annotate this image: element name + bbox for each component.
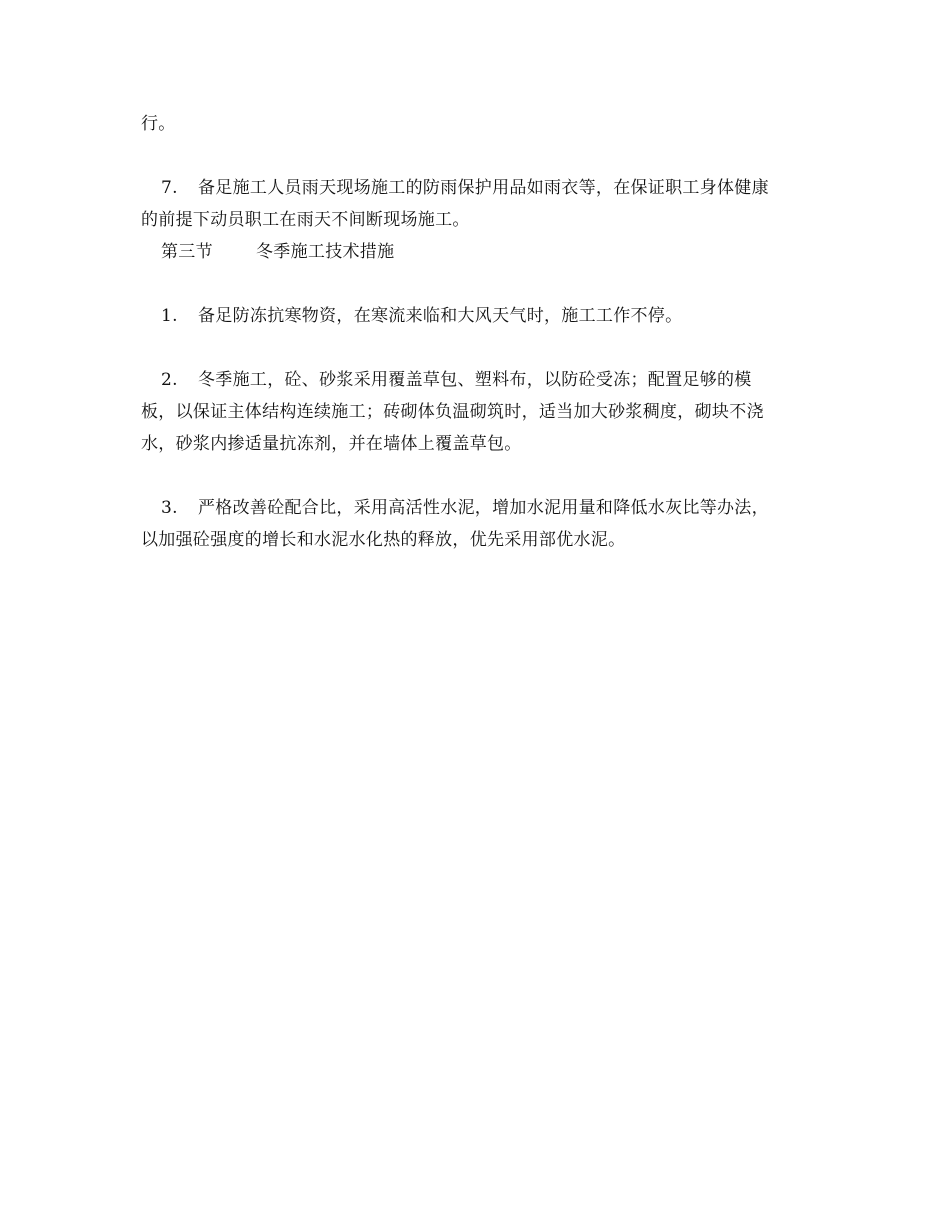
list-text: 备足防冻抗寒物资，在寒流来临和大风天气时，施工工作不停。	[198, 306, 683, 326]
list-number: 7.	[161, 178, 178, 198]
list-number: 3.	[161, 498, 178, 518]
paragraph-continuation	[141, 108, 811, 140]
list-text: 冬季施工，砼、砂浆采用覆盖草包、塑料布，以防砼受冻；配置足够的模	[198, 370, 752, 390]
list-text: 严格改善砼配合比，采用高活性水泥，增加水泥用量和降低水灰比等办法，	[198, 498, 769, 518]
text-line: 的前提下动员职工在雨天不间断现场施工。	[141, 210, 470, 230]
text-line	[141, 172, 811, 204]
section-label: 第三节	[161, 242, 213, 262]
list-text: 备足施工人员雨天现场施工的防雨保护用品如雨衣等，在保证职工身体健康	[198, 178, 769, 198]
text-line: 水，砂浆内掺适量抗冻剂，并在墙体上覆盖草包。	[141, 434, 522, 454]
text-line	[141, 492, 811, 524]
section-heading	[141, 236, 811, 268]
section-title: 冬季施工技术措施	[256, 242, 395, 262]
list-item-2	[141, 364, 811, 460]
text-line: 板，以保证主体结构连续施工；砖砌体负温砌筑时，适当加大砂浆稠度，砌块不浇	[141, 402, 764, 422]
text-line: 以加强砼强度的增长和水泥水化热的释放，优先采用部优水泥。	[141, 530, 626, 550]
list-number: 2.	[161, 370, 178, 390]
list-item-3	[141, 492, 811, 556]
text-line	[141, 300, 811, 332]
heading-line	[141, 236, 811, 268]
list-number: 1.	[161, 306, 178, 326]
list-item-7	[141, 172, 811, 236]
text-line: 行。	[141, 114, 176, 134]
list-item-1	[141, 300, 811, 332]
text-line	[141, 364, 811, 396]
